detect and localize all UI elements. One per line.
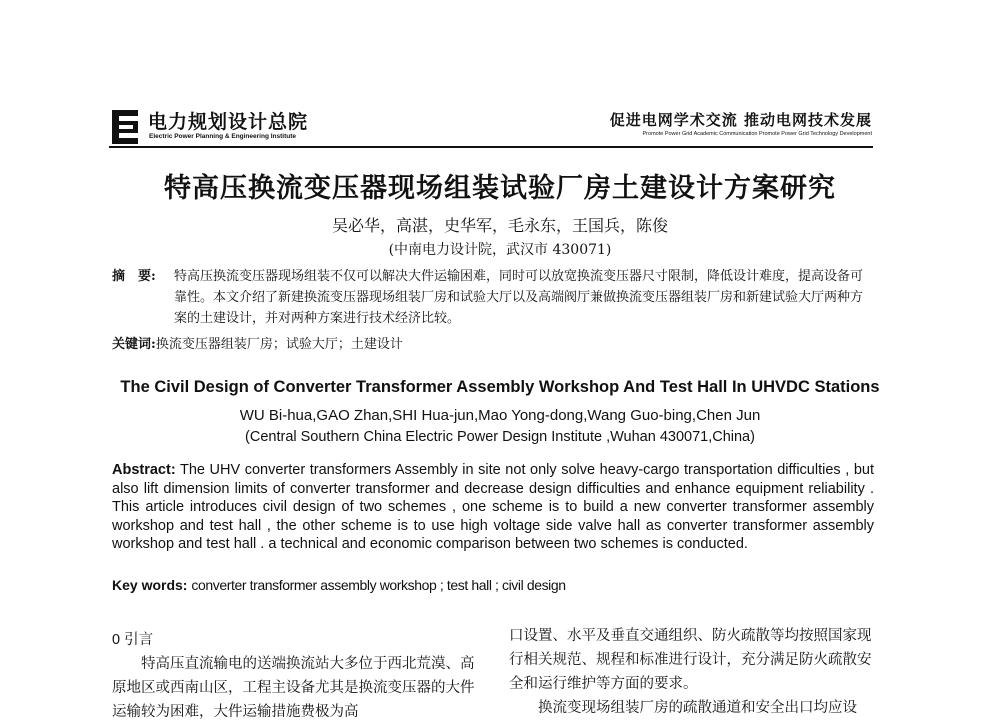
keywords-en	[112, 577, 874, 593]
header-divider	[109, 146, 873, 148]
affiliation-en: (Central Southern China Electric Power Design Institute ,Wuhan 430071,China)	[245, 429, 755, 445]
body-left-column	[112, 628, 487, 724]
journal-name-cn: 电力规划设计总院	[148, 111, 309, 133]
journal-name-en: Electric Power Planning & Engineering Institute	[149, 133, 296, 140]
keywords-cn-label: 关键词:	[112, 337, 156, 352]
right-column-paragraph-2: 换流变现场组装厂房的疏散通道和安全出口均应设	[538, 700, 857, 716]
right-column-paragraph-1: 口设置、水平及垂直交通组织、防火疏散等均按照国家现行相关规范、规程和标准进行设计，充分满足防火疏散安全和运行维护等方面的要求。	[509, 628, 872, 692]
keywords-cn-text: 换流变压器组装厂房；试验大厅；土建设计	[155, 337, 403, 352]
abstract-en	[112, 461, 874, 554]
affiliation-cn: (中南电力设计院，武汉市 430071)	[388, 242, 612, 258]
paper-title-en: The Civil Design of Converter Transformer Assembly Workshop And Test Hall In UHVDC Stations	[120, 378, 880, 396]
paper-title-cn: 特高压换流变压器现场组装试验厂房土建设计方案研究	[164, 173, 836, 203]
body-right-column	[509, 624, 879, 720]
abstract-cn	[112, 266, 874, 326]
section-heading: 0 引言	[112, 632, 154, 648]
keywords-en-text: converter transformer assembly workshop ; test hall ; civil design	[191, 577, 566, 593]
authors-en: WU Bi-hua,GAO Zhan,SHI Hua-jun,Mao Yong-dong,Wang Guo-bing,Chen Jun	[239, 407, 761, 424]
abstract-cn-text: 特高压换流变压器现场组装不仅可以解决大件运输困难，同时可以放宽换流变压器尺寸限制，降低设计难度，提高设备可靠性。本文介绍了新建换流变压器现场组装厂房和试验大厅以及高端阀厅兼做换流变压器组装厂房和新建试验大厅两种方案的土建设计，并对两种方案进行技术经济比较。	[174, 269, 864, 326]
slogan-cn: 促进电网学术交流 推动电网技术发展	[609, 111, 872, 129]
keywords-en-label: Key words:	[112, 577, 188, 593]
journal-logo-icon	[112, 110, 138, 144]
abstract-en-text: The UHV converter transformers Assembly in site not only solve heavy-cargo transportation difficulties , but also lift dimension limits of converter transformer and decrease design difficulties and enhance equipment reliability . This article introduces civil design of two schemes , one scheme is to build a new converter transformer assembly workshop and test hall , the other scheme is to use high voltage side valve hall as converter transformer assembly workshop and test hall . a technical and economic comparison between two schemes is conducted.	[112, 462, 874, 552]
authors-cn: 吴必华，高湛，史华军，毛永东，王国兵，陈俊	[331, 216, 668, 235]
abstract-en-label: Abstract:	[112, 462, 176, 478]
left-column-paragraph: 特高压直流输电的送端换流站大多位于西北荒漠、高原地区或西南山区，工程主设备尤其是换流变压器的大件运输较为困难，大件运输措施费极为高	[112, 656, 475, 720]
keywords-cn	[112, 333, 872, 352]
slogan-en: Promote Power Grid Academic Communication Promote Power Grid Technology Development	[642, 131, 872, 137]
abstract-cn-label: 摘 要:	[112, 269, 156, 284]
